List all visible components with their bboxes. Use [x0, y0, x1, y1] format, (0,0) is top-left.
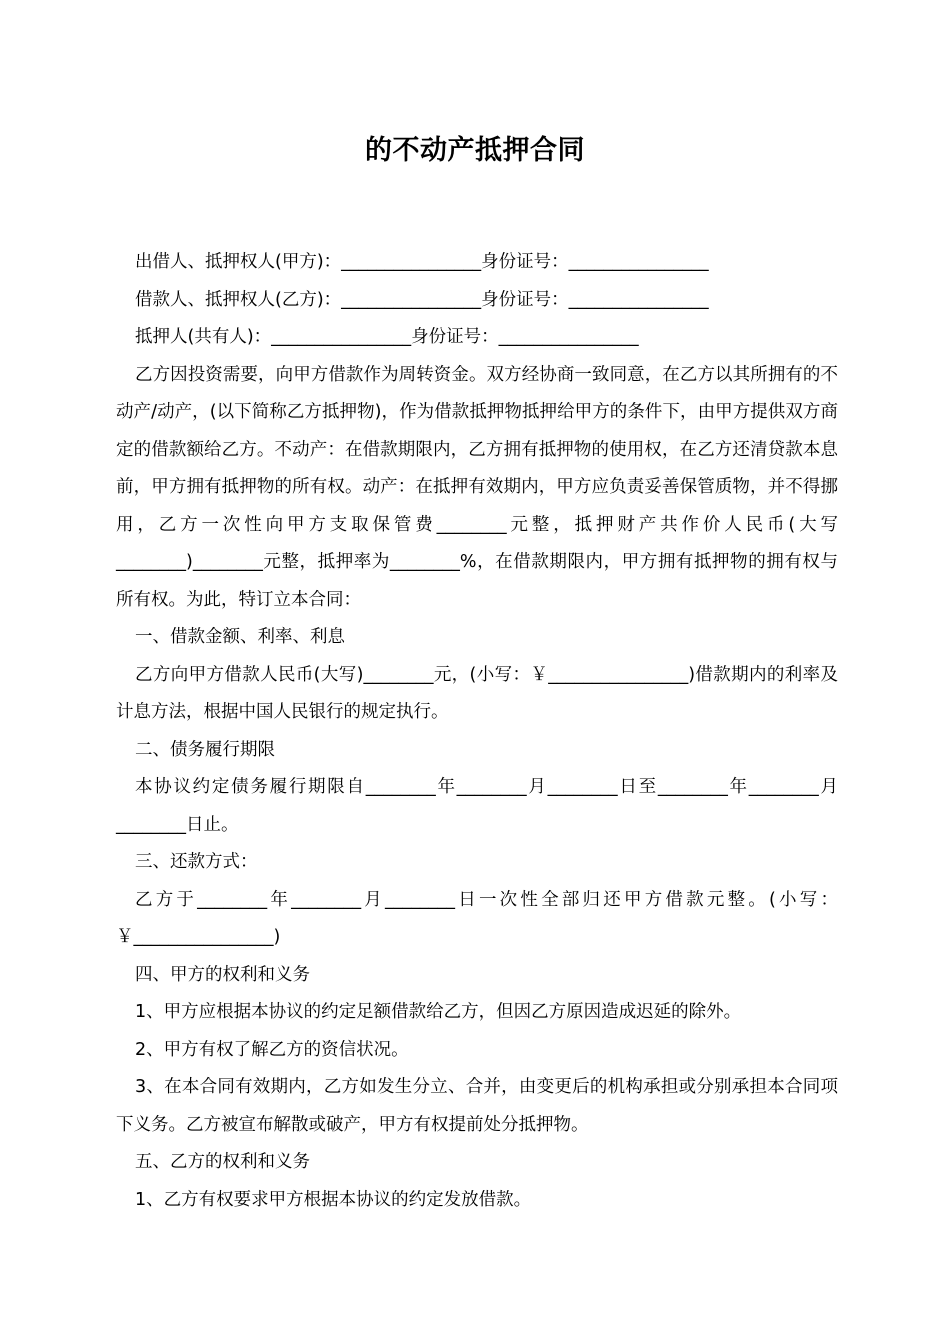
loan-amount-paragraph: 乙方向甲方借款人民币(大写)________元，(小写：￥________________)借款期内的利率及计息方法，根据中国人民银行的规定执行。	[116, 664, 838, 722]
party-b-clause-1: 1、乙方有权要求甲方根据本协议的约定发放借款。	[135, 1189, 532, 1210]
party-a-clause-3: 3、在本合同有效期内，乙方如发生分立、合并，由变更后的机构承担或分别承担本合同项下义务。乙方被宣布解散或破产，甲方有权提前处分抵押物。	[116, 1077, 838, 1135]
party-a-clause-2: 2、甲方有权了解乙方的资信状况。	[135, 1039, 409, 1060]
preamble-paragraph: 乙方因投资需要，向甲方借款作为周转资金。双方经协商一致同意，在乙方以其所拥有的不动产/动产，(以下简称乙方抵押物)，作为借款抵押物抵押给甲方的条件下，由甲方提供双方商定的借款额给乙方。不动产：在借款期限内，乙方拥有抵押物的使用权，在乙方还清贷款本息前，甲方拥有抵押物的所有权。动产：在抵押有效期内，甲方应负责妥善保管质物，并不得挪用，乙方一次性向甲方支取保管费________元整，抵押财产共作价人民币(大写________)________元整，抵押率为________%，在借款期限内，甲方拥有抵押物的拥有权与所有权。为此，特订立本合同：	[116, 364, 838, 610]
borrower-line: 借款人、抵押权人(乙方)：________________身份证号：________________	[135, 289, 709, 310]
party-a-clause-1: 1、甲方应根据本协议的约定足额借款给乙方，但因乙方原因造成迟延的除外。	[135, 1002, 742, 1022]
mortgagor-line: 抵押人(共有人)：________________身份证号：________________	[135, 327, 639, 347]
section-heading-1: 一、借款金额、利率、利息	[135, 627, 345, 647]
lender-line: 出借人、抵押权人(甲方)：________________身份证号：________________	[135, 252, 709, 272]
section-heading-3: 三、还款方式：	[135, 852, 258, 872]
document-title: 的不动产抵押合同	[365, 135, 585, 166]
document-body	[116, 244, 838, 1219]
section-heading-5: 五、乙方的权利和义务	[135, 1152, 310, 1172]
term-paragraph: 本协议约定债务履行期限自________年________月________日至________年________月________日止。	[116, 777, 838, 835]
section-heading-4: 四、甲方的权利和义务	[135, 964, 310, 985]
repayment-paragraph: 乙方于________年________月________日一次性全部归还甲方借款元整。(小写：￥________________)	[116, 889, 838, 947]
section-heading-2: 二、债务履行期限	[135, 739, 275, 760]
